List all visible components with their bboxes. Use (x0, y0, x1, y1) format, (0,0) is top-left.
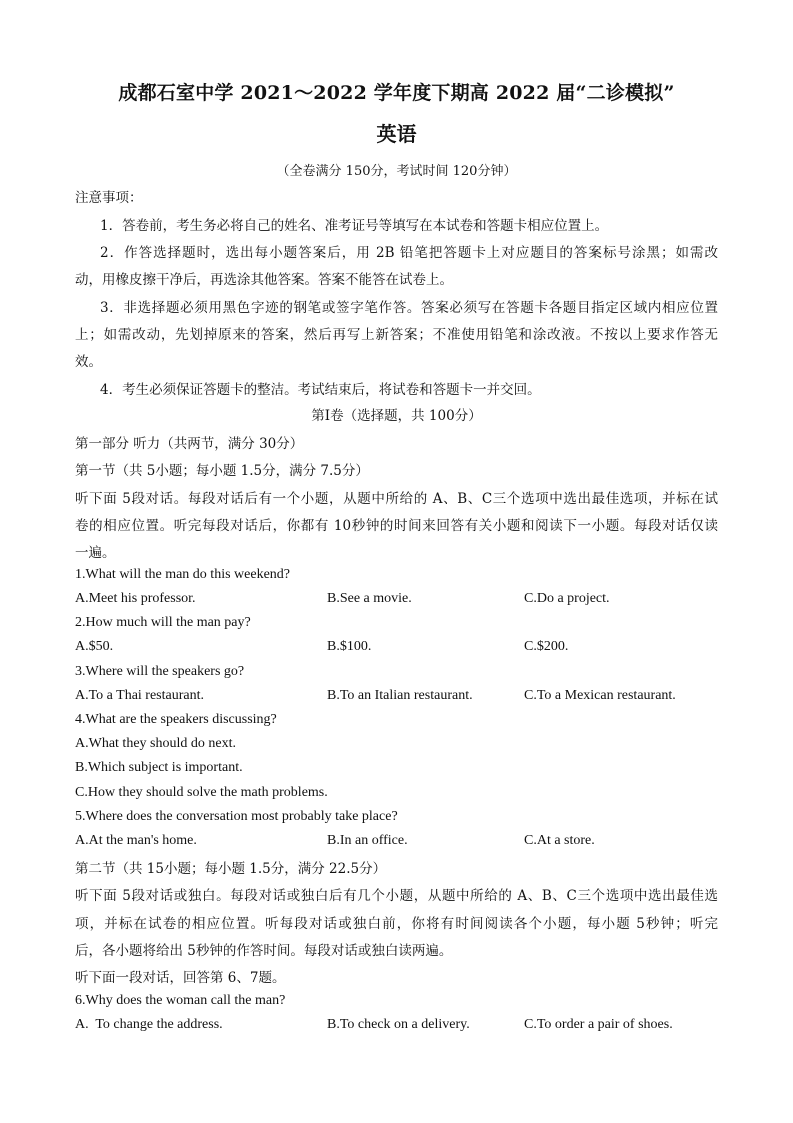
notice-item-3-line-1: 3．非选择题必须用黑色字迹的钢笔或签字笔作答。答案必须写在答题卡各题目指定区域内相应位置 (100, 300, 718, 316)
question-1-stem: 1.What will the man do this weekend? (75, 567, 290, 582)
notice-item-2-line-1: 2．作答选择题时，选出每小题答案后，用 2B 铅笔把答题卡上对应题目的答案标号涂黑；如需改 (100, 245, 718, 261)
exam-info: （全卷满分 150分，考试时间 120分钟） (276, 164, 517, 179)
notice-item-3-line-3: 效。 (75, 354, 102, 370)
volume-heading: 第Ⅰ卷（选择题，共 100分） (311, 408, 482, 424)
question-1-option-c: C.Do a project. (524, 591, 610, 606)
question-6-stem: 6.Why does the woman call the man? (75, 993, 286, 1008)
section2-instr-line-3: 后，各小题将给出 5秒钟的作答时间。每段对话或独白读两遍。 (75, 943, 453, 959)
section1-instr-line-1: 听下面 5段对话。每段对话后有一个小题，从题中所给的 A、B、C三个选项中选出最佳选项，并标在试 (75, 491, 718, 507)
question-3-option-a: A.To a Thai restaurant. (75, 688, 204, 703)
section2-subheading: 听下面一段对话，回答第 6、7题。 (75, 970, 286, 986)
notice-item-2-line-2: 动，用橡皮擦干净后，再选涂其他答案。答案不能答在试卷上。 (75, 272, 453, 288)
section1-heading: 第一节（共 5小题；每小题 1.5分，满分 7.5分） (75, 463, 369, 479)
question-3-option-c: C.To a Mexican restaurant. (524, 688, 676, 703)
question-2-stem: 2.How much will the man pay? (75, 615, 251, 630)
question-3-stem: 3.Where will the speakers go? (75, 664, 245, 679)
exam-title: 成都石室中学 2021～2022 学年度下期高 2022 届“二诊模拟” (118, 82, 675, 104)
question-1-option-a: A.Meet his professor. (75, 591, 196, 606)
section1-instr-line-3: 一遍。 (75, 545, 116, 561)
question-4-option-b: B.Which subject is important. (75, 760, 243, 775)
question-2-option-b: B.$100. (327, 639, 372, 654)
question-4-stem: 4.What are the speakers discussing? (75, 712, 277, 727)
question-3-option-b: B.To an Italian restaurant. (327, 688, 473, 703)
section2-heading: 第二节（共 15小题；每小题 1.5分，满分 22.5分） (75, 861, 387, 877)
notice-item-3-line-2: 上；如需改动，先划掉原来的答案，然后再写上新答案；不准使用铅笔和涂改液。不按以上要求作答无 (75, 327, 718, 343)
question-2-option-c: C.$200. (524, 639, 569, 654)
question-5-option-c: C.At a store. (524, 833, 595, 848)
section2-instr-line-2: 项，并标在试卷的相应位置。听每段对话或独白前，你将有时间阅读各个小题，每小题 5秒钟；听完 (75, 916, 718, 932)
notice-item-1: 1．答卷前，考生务必将自己的姓名、准考证号等填写在本试卷和答题卡相应位置上。 (100, 218, 609, 234)
question-5-option-b: B.In an office. (327, 833, 408, 848)
subject-heading: 英语 (376, 122, 417, 146)
section1-instr-line-2: 卷的相应位置。听完每段对话后，你都有 10秒钟的时间来回答有关小题和阅读下一小题。每段对话仅读 (75, 518, 718, 534)
question-2-option-a: A.$50. (75, 639, 114, 654)
part1-heading: 第一部分 听力（共两节，满分 30分） (75, 436, 304, 452)
question-1-option-b: B.See a movie. (327, 591, 412, 606)
question-4-option-a: A.What they should do next. (75, 736, 236, 751)
question-5-stem: 5.Where does the conversation most probably take place? (75, 809, 398, 824)
question-6-option-c: C.To order a pair of shoes. (524, 1017, 673, 1032)
question-4-option-c: C.How they should solve the math problems. (75, 785, 328, 800)
question-6-option-b: B.To check on a delivery. (327, 1017, 470, 1032)
question-6-option-a: A. To change the address. (75, 1017, 223, 1032)
question-5-option-a: A.At the man's home. (75, 833, 197, 848)
notice-item-4: 4．考生必须保证答题卡的整洁。考试结束后，将试卷和答题卡一并交回。 (100, 382, 541, 398)
section2-instr-line-1: 听下面 5段对话或独白。每段对话或独白后有几个小题，从题中所给的 A、B、C三个选项中选出最佳选 (75, 888, 718, 904)
notice-heading: 注意事项： (75, 190, 143, 206)
